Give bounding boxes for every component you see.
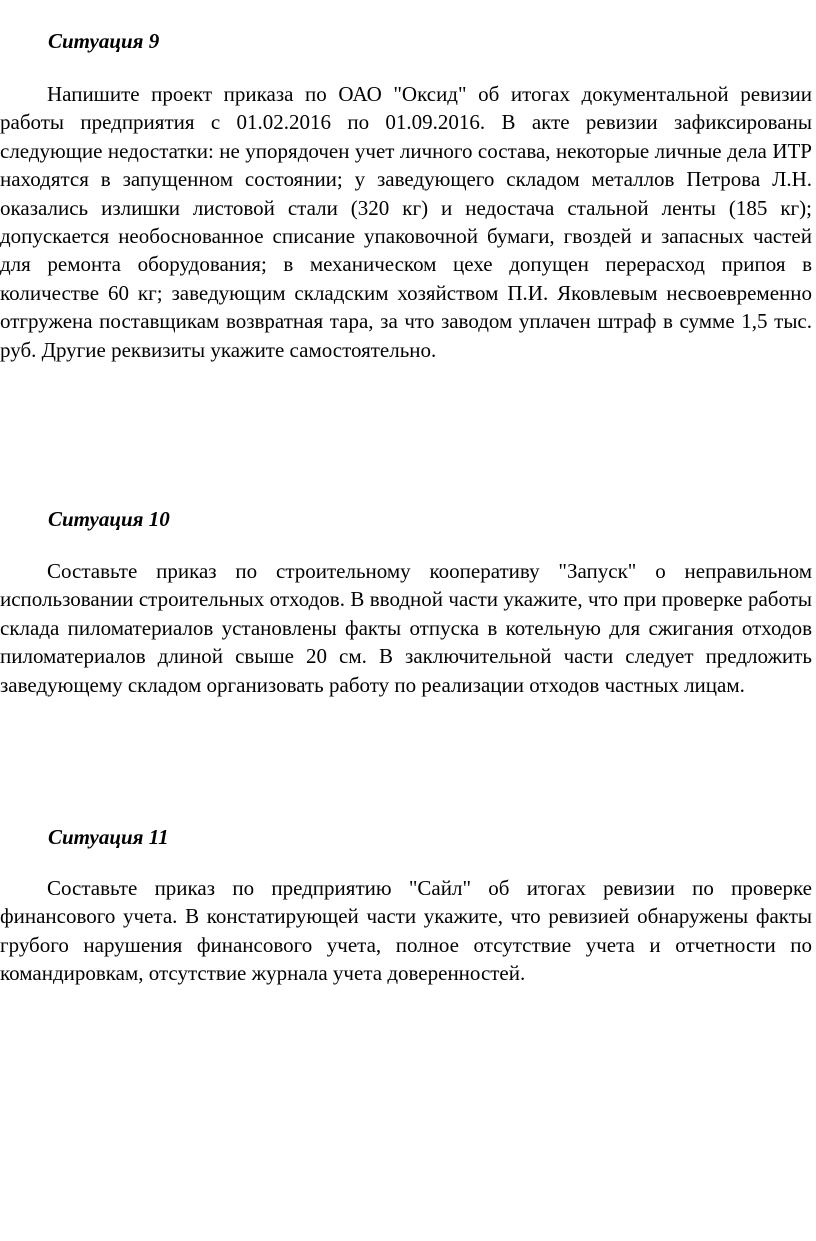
situation-10-text: Составьте приказ по строительному кооперативу "Запуск" о неправильном использовании строительных отходов. В вводной части укажите, что при проверке работы склада пиломатериалов установлены факты отпуска в котельную для сжигания отходов пиломатериалов длиной свыше 20 см. В заключительной части следует предложить заведующему складом организовать работу по реализации отходов частных лицам. <box>0 559 812 697</box>
situation-9-text: Напишите проект приказа по ОАО "Оксид" об итогах документальной ревизии работы предприятия с 01.02.2016 по 01.09.2016. В акте ревизии зафиксированы следующие недостатки: не упорядочен учет личного состава, некоторые личные дела ИТР находятся в запущенном состоянии; у заведующего складом металлов Петрова Л.Н. оказались излишки листовой стали (320 кг) и недостача стальной ленты (185 кг); допускается необоснованное списание упаковочной бумаги, гвоздей и запасных частей для ремонта оборудования; в механическом цехе допущен перерасход припоя в количестве 60 кг; заведующим складским хозяйством П.И. Яковлевым несвоевременно отгружена поставщикам возвратная тара, за что заводом уплачен штраф в сумме 1,5 тыс. руб. Другие реквизиты укажите самостоятельно. <box>0 82 812 362</box>
situation-9-title: Ситуация 9 <box>48 29 160 53</box>
situation-10-title: Ситуация 10 <box>48 507 170 531</box>
situation-11-title: Ситуация 11 <box>48 825 169 849</box>
situation-11-text: Составьте приказ по предприятию "Сайл" об итогах ревизии по проверке финансового учета. В констатирующей части укажите, что ревизией обнаружены факты грубого нарушения финансового учета, полное отсутствие учета и отчетности по командировкам, отсутствие журнала учета доверенностей. <box>0 876 812 986</box>
